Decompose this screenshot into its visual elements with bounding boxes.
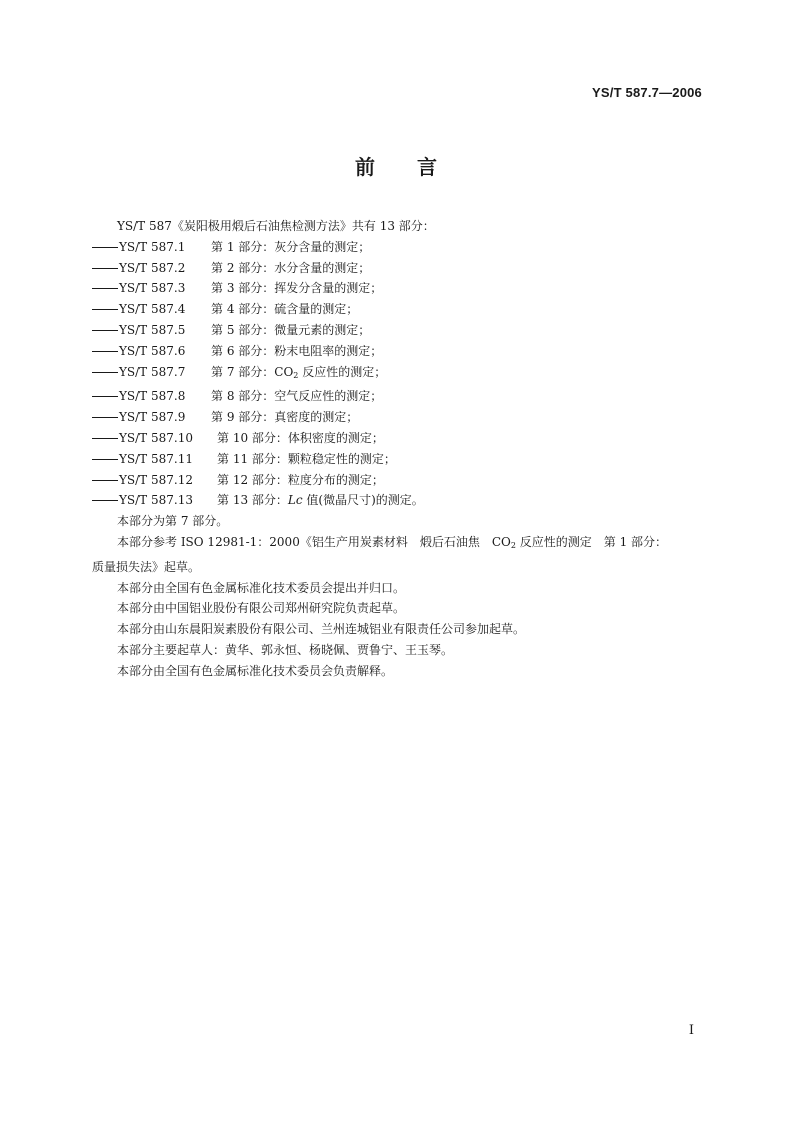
intro-paragraph: YS/T 587《炭阳极用煅后石油焦检测方法》共有 13 部分： — [117, 219, 435, 233]
part-code: YS/T 587.2 — [119, 260, 186, 275]
part-desc: 第 12 部分：粒度分布的测定； — [217, 472, 384, 487]
part-list-item — [92, 490, 712, 511]
page-title — [0, 151, 794, 180]
paragraph: 本部分主要起草人：黄华、郭永恒、杨晓佩、贾鲁宁、王玉琴。 — [117, 642, 454, 657]
document-body — [92, 216, 712, 682]
page-number: I — [688, 1023, 694, 1038]
dash-mark — [92, 351, 118, 352]
part-list-item — [92, 470, 712, 491]
dash-mark — [92, 309, 118, 310]
dash-mark — [92, 459, 118, 460]
part-list-item — [92, 407, 712, 428]
reference-paragraph-line1: 本部分参考 ISO 12981-1：2000《铝生产用炭素材料 煅后石油焦 $CO_2$ 反应性的测定 第 1 部分： — [117, 534, 668, 550]
dash-mark — [92, 438, 118, 439]
part-code: YS/T 587.11 — [119, 451, 193, 466]
part-code: YS/T 587.7 — [119, 364, 186, 379]
subscript: 2 — [293, 370, 299, 380]
part-list-item — [92, 258, 712, 279]
dash-mark — [92, 268, 118, 269]
part-code: YS/T 587.5 — [119, 322, 186, 337]
part-code: YS/T 587.3 — [119, 281, 186, 296]
italic-symbol: Lc — [287, 493, 303, 508]
part-desc: 第 8 部分：空气反应性的测定； — [211, 389, 383, 404]
part-desc: 第 5 部分：微量元素的测定； — [211, 322, 371, 337]
title-char-1: 前 — [355, 155, 377, 179]
part-list-item — [92, 237, 712, 258]
part-code: YS/T 587.6 — [119, 343, 186, 358]
dash-mark — [92, 330, 118, 331]
part-list-item — [92, 299, 712, 320]
dash-mark — [92, 288, 118, 289]
part-desc: 第 2 部分：水分含量的测定； — [211, 260, 371, 275]
part-list-item — [92, 386, 712, 407]
part-code: YS/T 587.8 — [119, 389, 186, 404]
dash-mark — [92, 480, 118, 481]
part-desc: 第 1 部分：灰分含量的测定； — [211, 239, 371, 254]
part-code: YS/T 587.4 — [119, 302, 186, 317]
dash-mark — [92, 372, 118, 373]
dash-mark — [92, 500, 118, 501]
part-list-item — [92, 278, 712, 299]
part-list-item — [92, 362, 712, 387]
part-code: YS/T 587.9 — [119, 410, 186, 425]
part-desc: 第 9 部分：真密度的测定； — [211, 410, 359, 425]
part-list-item — [92, 428, 712, 449]
reference-paragraph-line2: 质量损失法》起草。 — [92, 559, 201, 574]
part-desc: 第 10 部分：体积密度的测定； — [217, 430, 384, 445]
part-list-item — [92, 320, 712, 341]
subscript: 2 — [510, 540, 516, 550]
part-desc: 第 4 部分：硫含量的测定； — [211, 302, 359, 317]
standard-number: YS/T 587.7—2006 — [592, 85, 702, 100]
part-code: YS/T 587.10 — [119, 430, 193, 445]
dash-mark — [92, 247, 118, 248]
part-desc: 第 11 部分：颗粒稳定性的测定； — [217, 451, 396, 466]
dash-mark — [92, 396, 118, 397]
part-code: YS/T 587.13 — [119, 493, 193, 508]
paragraph: 本部分由全国有色金属标准化技术委员会提出并归口。 — [117, 580, 406, 595]
part-desc: 第 13 部分：Lc 值(微晶尺寸)的测定。 — [217, 493, 424, 508]
part-desc: 第 6 部分：粉末电阻率的测定； — [211, 343, 383, 358]
dash-mark — [92, 417, 118, 418]
part-list-item — [92, 341, 712, 362]
title-char-2: 言 — [417, 155, 439, 179]
part-desc: 第 7 部分：$CO_2$ 反应性的测定； — [211, 364, 387, 380]
paragraph: 本部分由全国有色金属标准化技术委员会负责解释。 — [117, 663, 394, 678]
paragraph: 本部分由中国铝业股份有限公司郑州研究院负责起草。 — [117, 601, 406, 616]
part-code: YS/T 587.12 — [119, 472, 193, 487]
part-desc: 第 3 部分：挥发分含量的测定； — [211, 281, 383, 296]
paragraph: 本部分由山东晨阳炭素股份有限公司、兰州连城铝业有限责任公司参加起草。 — [117, 622, 526, 637]
part-list-item — [92, 449, 712, 470]
part-code: YS/T 587.1 — [119, 239, 186, 254]
this-part-paragraph: 本部分为第 7 部分。 — [117, 514, 229, 529]
